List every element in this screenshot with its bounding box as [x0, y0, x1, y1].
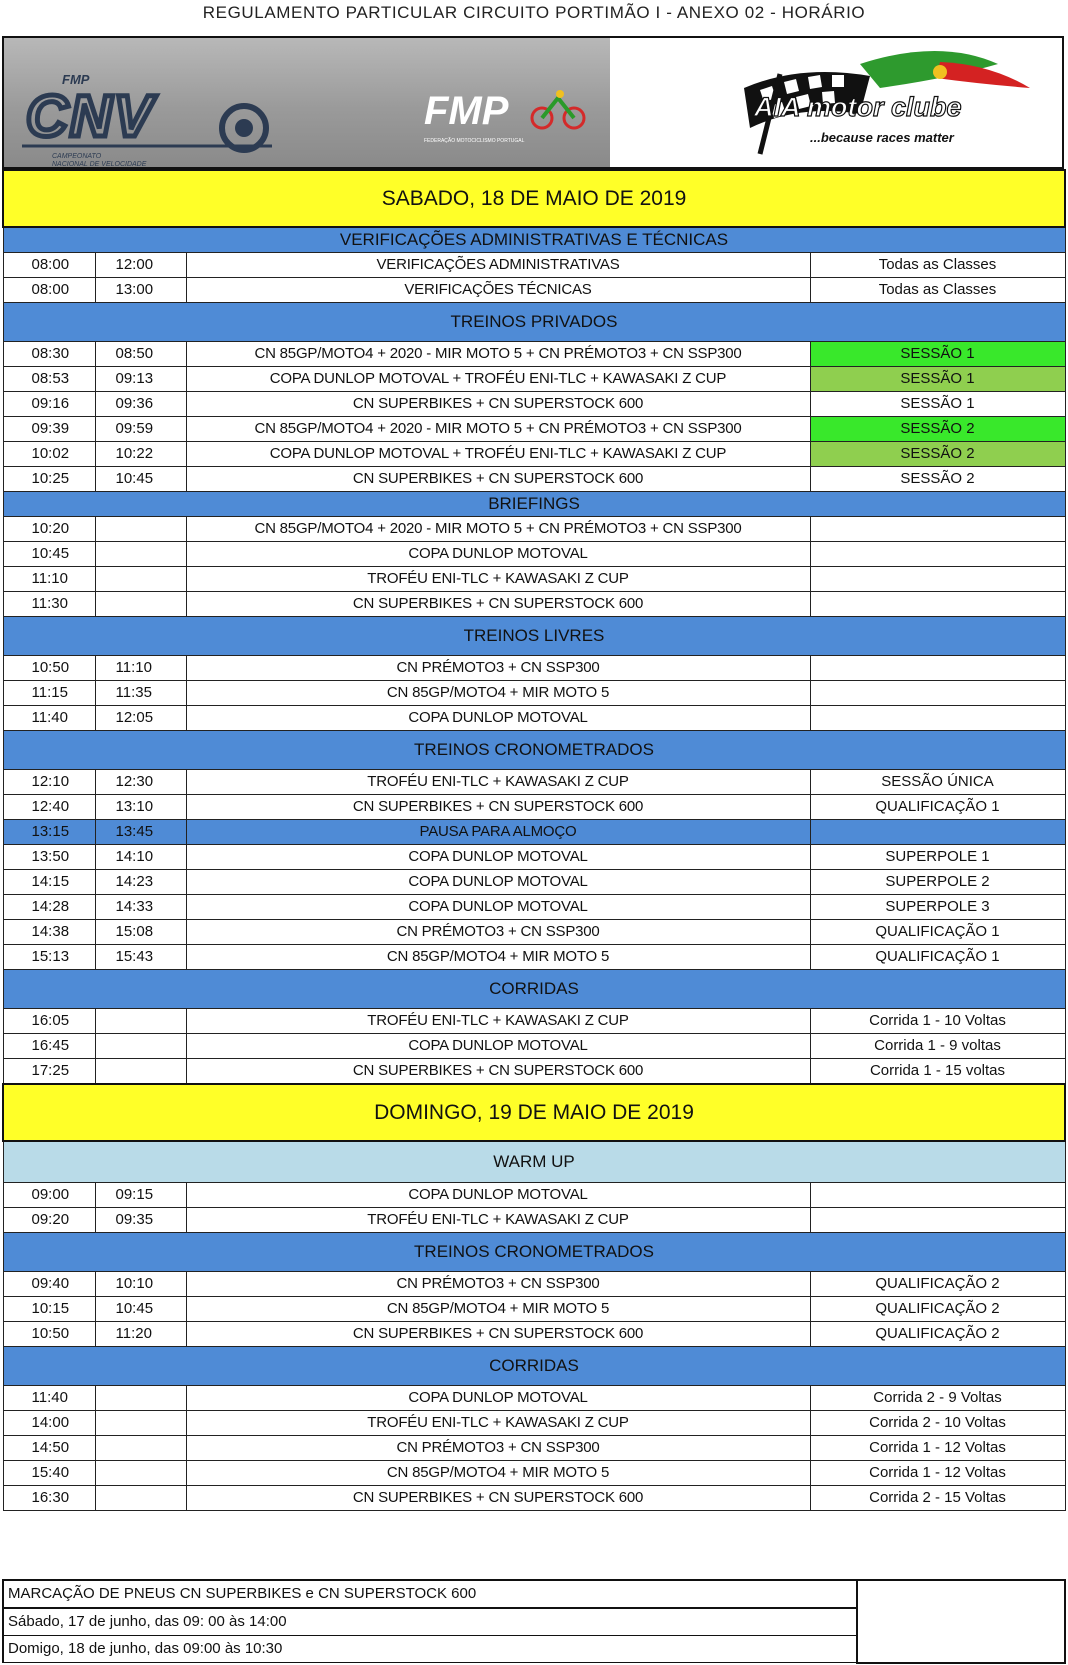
event-name: TROFÉU ENI-TLC + KAWASAKI Z CUP [186, 1009, 810, 1034]
end-time: 13:10 [95, 795, 186, 820]
session-note: Corrida 2 - 10 Voltas [810, 1411, 1065, 1436]
session-note [810, 567, 1065, 592]
start-time: 10:50 [3, 656, 95, 681]
end-time: 14:10 [95, 845, 186, 870]
start-time: 08:30 [3, 342, 95, 367]
event-name: CN 85GP/MOTO4 + MIR MOTO 5 [186, 681, 810, 706]
event-name: COPA DUNLOP MOTOVAL [186, 706, 810, 731]
start-time: 09:16 [3, 392, 95, 417]
schedule-row [3, 920, 1065, 945]
start-time: 15:13 [3, 945, 95, 970]
tyre-title-row [3, 1580, 1065, 1608]
session-note: Corrida 1 - 12 Voltas [810, 1436, 1065, 1461]
session-note: SESSÃO 2 [810, 417, 1065, 442]
schedule-row [3, 442, 1065, 467]
event-name: CN 85GP/MOTO4 + MIR MOTO 5 [186, 1297, 810, 1322]
section-title-warm-up: WARM UP [3, 1141, 1065, 1183]
event-name: CN PRÉMOTO3 + CN SSP300 [186, 920, 810, 945]
fmp-text: FMP [424, 89, 509, 133]
session-note: Corrida 2 - 15 Voltas [810, 1486, 1065, 1511]
end-time: 12:05 [95, 706, 186, 731]
end-time [95, 592, 186, 617]
session-note: SESSÃO 1 [810, 342, 1065, 367]
cnv-badge-text: FMP [62, 72, 90, 87]
event-name: COPA DUNLOP MOTOVAL + TROFÉU ENI-TLC + KAWASAKI Z CUP [186, 367, 810, 392]
schedule-row [3, 253, 1065, 278]
end-time: 15:08 [95, 920, 186, 945]
lunch-label: PAUSA PARA ALMOÇO [186, 820, 810, 845]
end-time: 09:36 [95, 392, 186, 417]
schedule-row [3, 1272, 1065, 1297]
schedule-row [3, 656, 1065, 681]
event-name: CN SUPERBIKES + CN SUPERSTOCK 600 [186, 1486, 810, 1511]
end-time: 10:45 [95, 1297, 186, 1322]
start-time: 14:28 [3, 895, 95, 920]
end-time: 10:45 [95, 467, 186, 492]
start-time: 16:05 [3, 1009, 95, 1034]
section-header-row [3, 1347, 1065, 1386]
start-time: 16:45 [3, 1034, 95, 1059]
end-time [95, 1461, 186, 1486]
end-time: 11:20 [95, 1322, 186, 1347]
logo-banner-grey [4, 38, 610, 167]
section-title-briefings: BRIEFINGS [3, 492, 1065, 517]
section-header-row [3, 1233, 1065, 1272]
section-header-row [3, 1141, 1065, 1183]
tyre-blank-cell [857, 1580, 1065, 1663]
end-time [95, 1411, 186, 1436]
section-title-treinos-privados: TREINOS PRIVADOS [3, 303, 1065, 342]
schedule-row [3, 770, 1065, 795]
event-name: COPA DUNLOP MOTOVAL [186, 845, 810, 870]
end-time: 09:59 [95, 417, 186, 442]
start-time: 09:20 [3, 1208, 95, 1233]
end-time: 13:00 [95, 278, 186, 303]
end-time: 09:15 [95, 1183, 186, 1208]
start-time: 16:30 [3, 1486, 95, 1511]
cnv-sub2-text: NACIONAL DE VELOCIDADE [52, 161, 147, 168]
event-name: TROFÉU ENI-TLC + KAWASAKI Z CUP [186, 1411, 810, 1436]
lunch-break-row [3, 820, 1065, 845]
session-note: QUALIFICAÇÃO 2 [810, 1322, 1065, 1347]
start-time: 14:50 [3, 1436, 95, 1461]
session-note: Corrida 1 - 9 voltas [810, 1034, 1065, 1059]
schedule-row [3, 1208, 1065, 1233]
end-time: 09:13 [95, 367, 186, 392]
schedule-row [3, 417, 1065, 442]
flag-emblem-shape [933, 65, 947, 79]
session-note [810, 681, 1065, 706]
aia-motorclube-logo [740, 44, 1040, 162]
start-time: 12:10 [3, 770, 95, 795]
event-name: CN PRÉMOTO3 + CN SSP300 [186, 1436, 810, 1461]
session-note: SUPERPOLE 3 [810, 895, 1065, 920]
event-name: CN SUPERBIKES + CN SUPERSTOCK 600 [186, 592, 810, 617]
event-name: CN 85GP/MOTO4 + 2020 - MIR MOTO 5 + CN PRÉMOTO3 + CN SSP300 [186, 517, 810, 542]
event-name: VERIFICAÇÕES ADMINISTRATIVAS [186, 253, 810, 278]
section-header-row [3, 492, 1065, 517]
schedule-row [3, 567, 1065, 592]
session-note: SESSÃO ÚNICA [810, 770, 1065, 795]
end-time [95, 542, 186, 567]
start-time: 11:15 [3, 681, 95, 706]
schedule-row [3, 870, 1065, 895]
start-time: 10:15 [3, 1297, 95, 1322]
session-note [810, 706, 1065, 731]
session-note: QUALIFICAÇÃO 2 [810, 1272, 1065, 1297]
document-header [0, 0, 1068, 36]
schedule-table [2, 169, 1066, 1511]
start-time: 14:38 [3, 920, 95, 945]
day-title-sunday: DOMINGO, 19 DE MAIO DE 2019 [3, 1084, 1065, 1141]
session-note [810, 656, 1065, 681]
end-time: 12:00 [95, 253, 186, 278]
schedule-row [3, 1297, 1065, 1322]
session-note: SUPERPOLE 2 [810, 870, 1065, 895]
start-time: 10:25 [3, 467, 95, 492]
schedule-row [3, 895, 1065, 920]
schedule-row [3, 1009, 1065, 1034]
event-name: CN 85GP/MOTO4 + MIR MOTO 5 [186, 945, 810, 970]
section-header-row [3, 731, 1065, 770]
cnv-hub-shape [235, 119, 253, 137]
schedule-row [3, 795, 1065, 820]
section-title-treinos-cronometrados: TREINOS CRONOMETRADOS [3, 731, 1065, 770]
session-note: Todas as Classes [810, 278, 1065, 303]
cnv-logo [22, 68, 282, 168]
schedule-row [3, 367, 1065, 392]
schedule-row [3, 706, 1065, 731]
start-time: 11:40 [3, 706, 95, 731]
end-time: 13:45 [95, 820, 186, 845]
event-name: CN 85GP/MOTO4 + 2020 - MIR MOTO 5 + CN PRÉMOTO3 + CN SSP300 [186, 417, 810, 442]
section-title-verificacoes: VERIFICAÇÕES ADMINISTRATIVAS E TÉCNICAS [3, 227, 1065, 253]
session-note: QUALIFICAÇÃO 1 [810, 920, 1065, 945]
session-note: SUPERPOLE 1 [810, 845, 1065, 870]
start-time: 08:00 [3, 253, 95, 278]
start-time: 11:10 [3, 567, 95, 592]
start-time: 17:25 [3, 1059, 95, 1085]
session-note: Corrida 1 - 12 Voltas [810, 1461, 1065, 1486]
schedule-row [3, 1436, 1065, 1461]
event-name: VERIFICAÇÕES TÉCNICAS [186, 278, 810, 303]
start-time: 09:40 [3, 1272, 95, 1297]
fmp-head-shape [556, 90, 564, 98]
event-name: CN 85GP/MOTO4 + 2020 - MIR MOTO 5 + CN PRÉMOTO3 + CN SSP300 [186, 342, 810, 367]
end-time [95, 1059, 186, 1085]
session-note [810, 1183, 1065, 1208]
tyre-sunday-line: Domigo, 18 de junho, das 09:00 às 10:30 [3, 1636, 857, 1663]
session-note: Todas as Classes [810, 253, 1065, 278]
event-name: TROFÉU ENI-TLC + KAWASAKI Z CUP [186, 770, 810, 795]
schedule-row [3, 1322, 1065, 1347]
end-time [95, 1034, 186, 1059]
tyre-marking-box [2, 1579, 1066, 1664]
schedule-row [3, 1486, 1065, 1511]
session-note: SESSÃO 2 [810, 467, 1065, 492]
event-name: COPA DUNLOP MOTOVAL [186, 1183, 810, 1208]
schedule-row [3, 1034, 1065, 1059]
end-time [95, 1386, 186, 1411]
schedule-row [3, 1461, 1065, 1486]
session-note: Corrida 1 - 10 Voltas [810, 1009, 1065, 1034]
end-time: 10:22 [95, 442, 186, 467]
section-header-row [3, 303, 1065, 342]
fmp-logo [424, 84, 594, 154]
section-header-row [3, 617, 1065, 656]
start-time: 14:00 [3, 1411, 95, 1436]
start-time: 14:15 [3, 870, 95, 895]
end-time: 12:30 [95, 770, 186, 795]
event-name: TROFÉU ENI-TLC + KAWASAKI Z CUP [186, 1208, 810, 1233]
day-header-row [3, 170, 1065, 227]
start-time: 10:45 [3, 542, 95, 567]
start-time: 15:40 [3, 1461, 95, 1486]
schedule-row [3, 1183, 1065, 1208]
session-note: SESSÃO 1 [810, 392, 1065, 417]
section-header-row [3, 227, 1065, 253]
schedule-row [3, 1386, 1065, 1411]
end-time [95, 567, 186, 592]
start-time: 10:50 [3, 1322, 95, 1347]
end-time [95, 517, 186, 542]
event-name: CN SUPERBIKES + CN SUPERSTOCK 600 [186, 795, 810, 820]
start-time: 12:40 [3, 795, 95, 820]
session-note: Corrida 1 - 15 voltas [810, 1059, 1065, 1085]
event-name: CN SUPERBIKES + CN SUPERSTOCK 600 [186, 467, 810, 492]
event-name: CN SUPERBIKES + CN SUPERSTOCK 600 [186, 1059, 810, 1085]
start-time: 09:00 [3, 1183, 95, 1208]
session-note: QUALIFICAÇÃO 2 [810, 1297, 1065, 1322]
session-note: SESSÃO 2 [810, 442, 1065, 467]
start-time: 10:20 [3, 517, 95, 542]
session-note [810, 542, 1065, 567]
schedule-row [3, 1411, 1065, 1436]
section-title-treinos-livres: TREINOS LIVRES [3, 617, 1065, 656]
event-name: COPA DUNLOP MOTOVAL + TROFÉU ENI-TLC + KAWASAKI Z CUP [186, 442, 810, 467]
schedule-row [3, 467, 1065, 492]
end-time [95, 1009, 186, 1034]
event-name: CN PRÉMOTO3 + CN SSP300 [186, 1272, 810, 1297]
session-note [810, 1208, 1065, 1233]
session-note: QUALIFICAÇÃO 1 [810, 945, 1065, 970]
end-time [95, 1486, 186, 1511]
aia-tagline: ...because races matter [810, 130, 954, 145]
session-note [810, 517, 1065, 542]
event-name: CN SUPERBIKES + CN SUPERSTOCK 600 [186, 392, 810, 417]
section-title-treinos-cronometrados-sunday: TREINOS CRONOMETRADOS [3, 1233, 1065, 1272]
session-note: SESSÃO 1 [810, 367, 1065, 392]
day-title-saturday: SABADO, 18 DE MAIO DE 2019 [3, 170, 1065, 227]
end-time: 11:10 [95, 656, 186, 681]
end-time: 14:33 [95, 895, 186, 920]
schedule-row [3, 681, 1065, 706]
day-header-row [3, 1084, 1065, 1141]
session-note: QUALIFICAÇÃO 1 [810, 795, 1065, 820]
fmp-sub-text: FEDERAÇÃO MOTOCICLISMO PORTUGAL [424, 138, 525, 144]
event-name: TROFÉU ENI-TLC + KAWASAKI Z CUP [186, 567, 810, 592]
end-time: 11:35 [95, 681, 186, 706]
schedule-row [3, 517, 1065, 542]
session-note [810, 592, 1065, 617]
event-name: COPA DUNLOP MOTOVAL [186, 542, 810, 567]
start-time: 11:40 [3, 1386, 95, 1411]
document-title: REGULAMENTO PARTICULAR CIRCUITO PORTIMÃO I - ANEXO 02 - HORÁRIO [202, 3, 866, 22]
end-time: 10:10 [95, 1272, 186, 1297]
schedule-row [3, 542, 1065, 567]
schedule-row [3, 945, 1065, 970]
start-time: 08:00 [3, 278, 95, 303]
event-name: CN SUPERBIKES + CN SUPERSTOCK 600 [186, 1322, 810, 1347]
end-time: 08:50 [95, 342, 186, 367]
tyre-title: MARCAÇÃO DE PNEUS CN SUPERBIKES e CN SUPERSTOCK 600 [3, 1580, 857, 1608]
schedule-row [3, 342, 1065, 367]
logo-banner [2, 36, 1064, 169]
session-note [810, 820, 1065, 845]
event-name: COPA DUNLOP MOTOVAL [186, 1034, 810, 1059]
event-name: CN 85GP/MOTO4 + MIR MOTO 5 [186, 1461, 810, 1486]
tyre-saturday-line: Sábado, 17 de junho, das 09: 00 às 14:00 [3, 1608, 857, 1636]
cnv-main-text: CNV [26, 84, 155, 149]
schedule-row [3, 392, 1065, 417]
event-name: COPA DUNLOP MOTOVAL [186, 895, 810, 920]
schedule-row [3, 278, 1065, 303]
end-time: 14:23 [95, 870, 186, 895]
start-time: 13:50 [3, 845, 95, 870]
event-name: CN PRÉMOTO3 + CN SSP300 [186, 656, 810, 681]
start-time: 11:30 [3, 592, 95, 617]
end-time: 09:35 [95, 1208, 186, 1233]
start-time: 10:02 [3, 442, 95, 467]
section-title-corridas: CORRIDAS [3, 970, 1065, 1009]
start-time: 08:53 [3, 367, 95, 392]
logo-banner-white [610, 38, 1062, 167]
event-name: COPA DUNLOP MOTOVAL [186, 870, 810, 895]
aia-text: AIA motor clube [754, 92, 962, 122]
end-time [95, 1436, 186, 1461]
schedule-row [3, 845, 1065, 870]
session-note: Corrida 2 - 9 Voltas [810, 1386, 1065, 1411]
schedule-row [3, 592, 1065, 617]
section-header-row [3, 970, 1065, 1009]
event-name: COPA DUNLOP MOTOVAL [186, 1386, 810, 1411]
section-title-corridas-sunday: CORRIDAS [3, 1347, 1065, 1386]
start-time: 13:15 [3, 820, 95, 845]
start-time: 09:39 [3, 417, 95, 442]
schedule-row [3, 1059, 1065, 1085]
end-time: 15:43 [95, 945, 186, 970]
cnv-sub1-text: CAMPEONATO [52, 153, 102, 160]
